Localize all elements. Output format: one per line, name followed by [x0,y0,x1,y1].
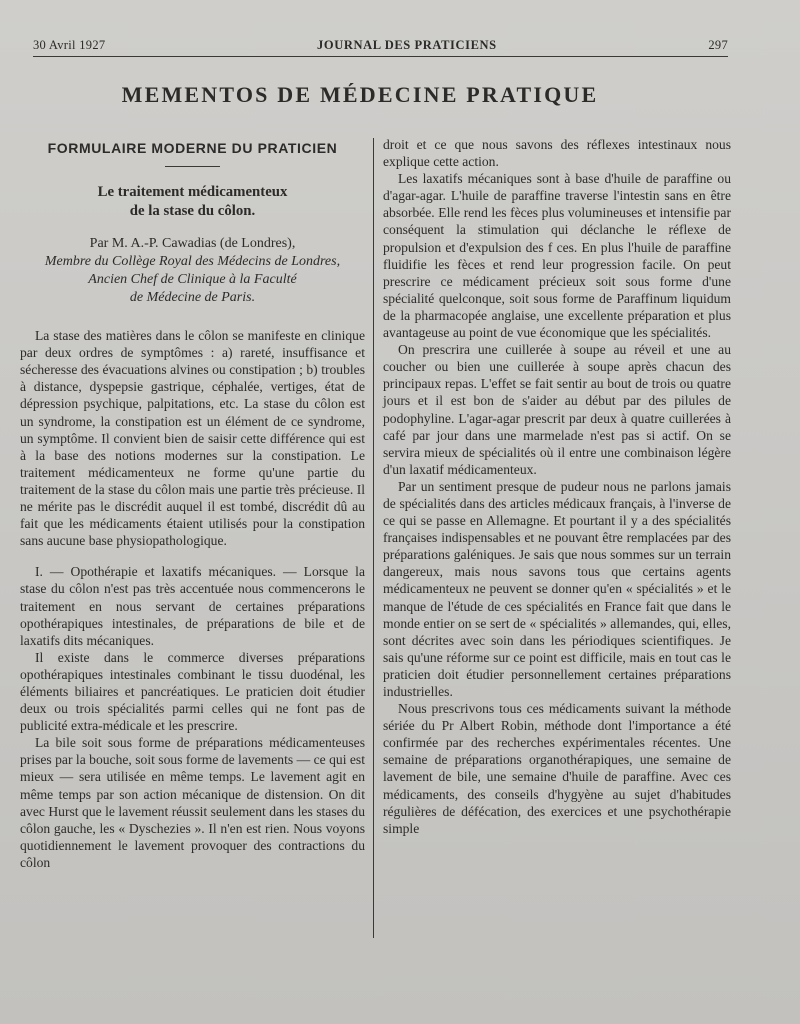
body-paragraph: Nous prescrivons tous ces médicaments suivant la méthode sériée du Pr Albert Robin, méthode dont l'importance a été confirmée par des recherches expérimentales récentes. Une semaine de préparations organothérapiques, une semaine de lavement de bile, une semaine d'huile de paraffine. Avec ces médicaments, des conseils d'hygyène au sujet d'habitudes régulières de défécation, des exercices et une psychothérapie simple [383,701,731,836]
running-header [33,38,728,53]
body-paragraph: I. — Opothérapie et laxatifs mécaniques. — Lorsque la stase du côlon n'est pas très accentuée nous commencerons le traitement en nous servant de certaines préparations opothérapiques intestinales, de préparations de bile et de laxatifs dits mécaniques. [20,564,365,648]
article-title-line-2: de la stase du côlon. [129,203,256,220]
main-title: MEMENTOS DE MÉDECINE PRATIQUE [121,82,599,107]
section-rule [165,166,220,167]
header-rule [33,56,728,57]
author-byline: Par M. A.-P. Cawadias (de Londres), [89,236,296,252]
section-title: FORMULAIRE MODERNE DU PRATICIEN [47,140,338,156]
affiliation-line-1: Membre du Collège Royal des Médecins de Londres, [44,254,341,270]
article-title [20,183,365,221]
body-paragraph: On prescrira une cuillerée à soupe au réveil et une au coucher ou bien une cuillerée à soupe après chacun des principaux repas. L'effet se fait sentir au bout de trois ou quatre jours et il est bon de s'aider au début par des pilules de podophyline. L'agar-agar prescrit par deux à quatre cuillerées à café par jour dans une marmelade n'est pas si actif. On se servira mieux de spécialités où il entre une combinaison légère d'un laxatif médicamenteux. [383,342,731,477]
article-title-line-1: Le traitement médicamenteux [97,184,288,201]
affiliation-line-3: de Médecine de Paris. [129,290,256,306]
body-paragraph: La stase des matières dans le côlon se manifeste en clinique par deux ordres de symptômes : a) rareté, insuffisance et sécheresse des évacuations alvines ou constipation ; b) troubles à distance, dyspepsie gastrique, céphalée, vertiges, état de dépression psychique, palpitations, etc. La stase du côlon est un syndrome, la constipation est un élément de ce syndrome, un symptôme. Il convient bien de saisir cette différence qui est à la base des notions modernes sur la constipation. Le traitement médicamenteux ne forme qu'une partie du traitement de la stase du côlon mais une partie très précieuse. Il ne mérite pas le discrédit auquel il est tombé, discrédit dû au fait que les médicaments étaient utilisés pour la constipation sans aucune base physiopathologique. [20,328,365,549]
author-affiliation [20,253,365,307]
affiliation-line-2: Ancien Chef de Clinique à la Faculté [88,272,297,288]
journal-name: JOURNAL DES PRATICIENS [317,38,497,52]
issue-date: 30 Avril 1927 [33,38,106,52]
page-number: 297 [708,38,728,52]
body-paragraph: Il existe dans le commerce diverses préparations opothérapiques intestinales combinant le tissu duodénal, les éléments biliaires et pancréatiques. Le praticien doit étudier deux ou trois spécialités parmi celles qui ne font pas de publicité extra-médicale et les prescrire. [20,649,365,734]
body-paragraph: droit et ce que nous savons des réflexes intestinaux nous explique cette action. [383,137,731,170]
column-divider [373,138,374,938]
body-paragraph: Par un sentiment presque de pudeur nous ne parlons jamais de spécialités dans des articles médicaux français, à l'inverse de ce qui se passe en Allemagne. Et pourtant il y a des spécialités françaises indispensables et ne pouvant être remplacées par des préparations galéniques. Je sais que nous sommes sur un terrain dangereux, mais nous savons tous que certains agents médicamenteux ne peuvent se donner qu'en « spécialités » et le manque de l'étude de ces spécialités en France fait que dans le monde entier on se sert de « spécialités » allemandes, qui, elles, sont décrites avec soin dans les périodiques scientifiques. Je sais qu'une réforme sur ce point est difficile, mais en tout cas le praticien doit étudier personnellement certaines préparations industrielles. [383,478,731,699]
right-column [383,136,731,837]
left-column [20,136,365,871]
body-paragraph: Les laxatifs mécaniques sont à base d'huile de paraffine ou d'agar-agar. L'huile de paraffine traverse l'intestin sans en être absorbée. Elle rend les fèces plus volumineuses et intensifie par conséquent la stimulation qui déclanche le réflexe de propulsion et d'expulsion des f ces. En plus l'huile de paraffine fluidifie les fèces et rend leur progression facile. On peut prescrire ce médicament précieux soit sous forme d'une spécialité quelconque, soit sous forme de Paraffinum liquidum de la pharmacopée anglaise, une excellente préparation et plus avantageuse au point de vue économique que les spécialités. [383,171,731,341]
body-paragraph: La bile soit sous forme de préparations médicamenteuses prises par la bouche, soit sous forme de lavements — ce qui est mieux — sera utilisée en même temps. Le lavement agit en même temps par son action mécanique de distension. On dit avec Hurst que le lavement réussit seulement dans les stases du côlon gauche, les « Dyschezies ». Il n'en est rien. Nous voyons quotidiennement le lavement provoquer des contractions du côlon [20,735,365,870]
